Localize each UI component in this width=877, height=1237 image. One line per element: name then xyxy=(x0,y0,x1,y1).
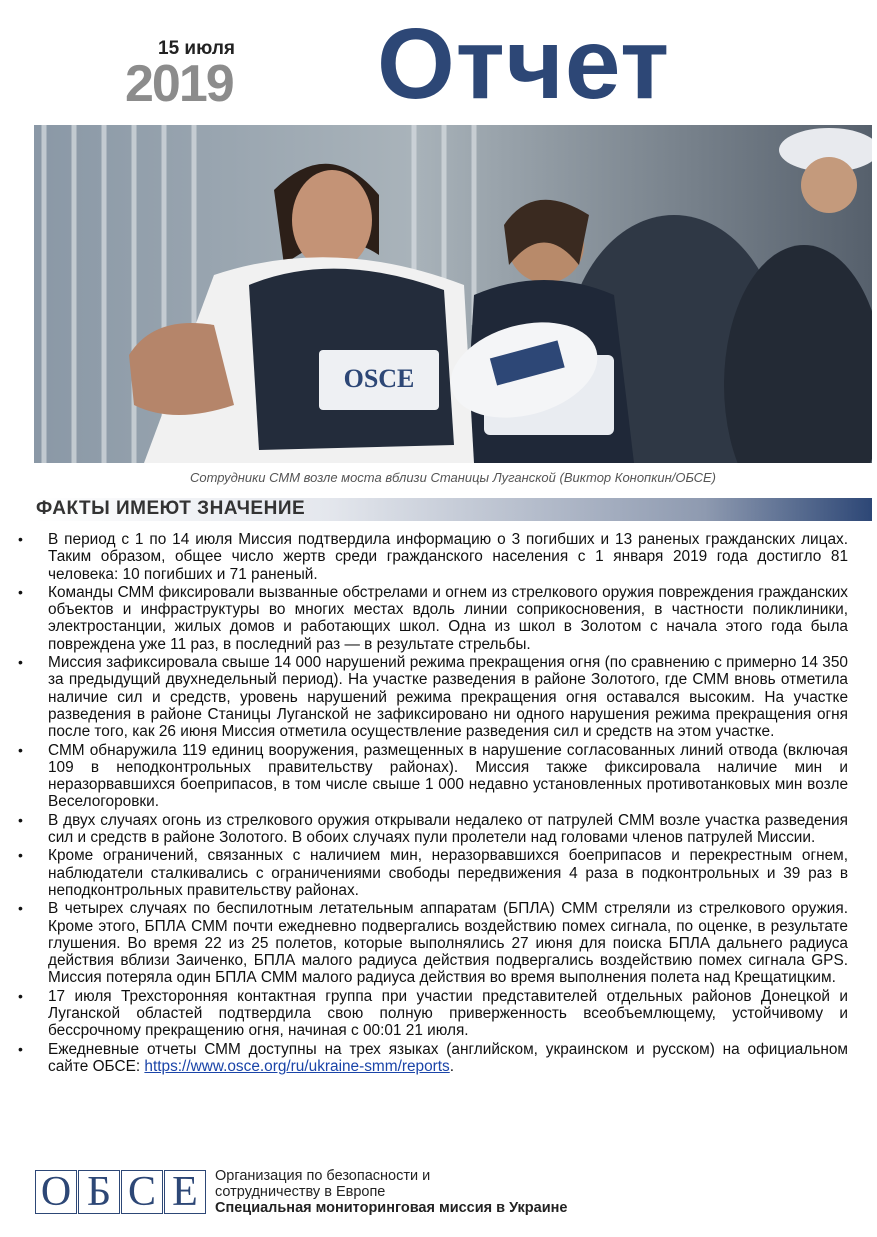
monitors-photo-illustration xyxy=(34,125,872,463)
footer-org-text xyxy=(215,1168,567,1216)
section-title: ФАКТЫ ИМЕЮТ ЗНАЧЕНИЕ xyxy=(36,498,306,519)
bullet-icon: • xyxy=(18,1040,23,1057)
osce-logo xyxy=(35,1170,207,1214)
bullet-icon: • xyxy=(18,900,23,917)
footer-gradient-bar xyxy=(575,1178,872,1214)
bullet-icon: • xyxy=(18,531,23,547)
fact-item: • Кроме ограничений, связанных с наличием мин, неразорвавшихся боеприпасов и перекрестным огнем, наблюдатели сталкивались с ограничениями свободы передвижения 4 раза в подконтрольных и 39 раз в неподконтрольных правительству районах. xyxy=(18,847,848,899)
reports-link[interactable]: https://www.osce.org/ru/ukraine-smm/reports xyxy=(144,1057,450,1075)
org-name-line1: Организация по безопасности и xyxy=(215,1168,431,1184)
mission-name: Специальная мониторинговая миссия в Украине xyxy=(215,1200,568,1216)
bullet-icon: • xyxy=(18,583,23,600)
bullet-icon: • xyxy=(18,654,23,671)
facts-list xyxy=(16,531,848,1076)
fact-item: • Команды СММ фиксировали вызванные обстрелами и огнем из стрелкового оружия повреждения гражданских объектов и инфраструктуры во многих местах вдоль линии соприкосновения, в частности поликлиники, электростанции, жилых домов и работающих школ. Одна из школ в Золотом с начала этого года была повреждена уже 11 раз, в последний раз — в результате стрельбы. xyxy=(18,583,848,653)
logo-letter: Е xyxy=(164,1170,206,1214)
fact-item: • В двух случаях огонь из стрелкового оружия открывали недалеко от патрулей СММ возле участка разведения сил и средств в районе Золотого. В обоих случаях пули пролетели над головами членов патрулей Миссии. xyxy=(18,811,848,847)
vest-osce-text: OSCE xyxy=(343,364,415,393)
bullet-icon: • xyxy=(18,847,23,864)
report-date-year: 2019 xyxy=(125,55,233,113)
bullet-icon: • xyxy=(18,811,23,828)
fact-item: • Ежедневные отчеты СММ доступны на трех языках (английском, украинском и русском) на официальном сайте ОБСЕ: https://www.osce.org/ru/ukraine-smm/reports. xyxy=(18,1040,848,1075)
report-date-day: 15 июля xyxy=(158,38,236,59)
org-name-line2: сотрудничеству в Европе xyxy=(215,1184,386,1200)
fact-item: • В четырех случаях по беспилотным летательным аппаратам (БПЛА) СММ стреляли из стрелкового оружия. Кроме этого, БПЛА СММ почти ежедневно подвергались воздействию помех сигнала, по оценке, в результате глушения. Во время 22 из 25 полетов, которые выполнялись 27 июня для поиска БПЛА дальнего радиуса действия вблизи Заиченко, БПЛА малого радиуса действия подвергались воздействию помех сигнала GPS. Миссия потеряла один БПЛА СММ малого радиуса действия во время выполнения полета над Крещатицким. xyxy=(18,900,848,987)
bullet-icon: • xyxy=(18,741,23,758)
bullet-icon: • xyxy=(18,987,23,1004)
page-title: Отчет xyxy=(377,8,671,120)
logo-letter: С xyxy=(121,1170,163,1214)
logo-letter: О xyxy=(35,1170,77,1214)
fact-item: • 17 июля Трехсторонняя контактная группа при участии представителей отдельных районов Донецкой и Луганской областей подтвердила свою полную приверженность всеобъемлющему, устойчивому и бессрочному прекращению огня, начиная с 00:01 21 июля. xyxy=(18,987,848,1040)
fact-item: • В период с 1 по 14 июля Миссия подтвердила информацию о 3 погибших и 13 раненых гражданских лицах. Таким образом, общее число жертв среди гражданского населения с 1 января 2019 года достигло 81 человека: 10 погибших и 71 раненый. xyxy=(18,531,848,583)
cover-photo xyxy=(34,125,872,463)
fact-item: • Миссия зафиксировала свыше 14 000 нарушений режима прекращения огня (по сравнению с примерно 14 350 за предыдущий двухнедельный период). На участке разведения в районе Золотого, где СММ вновь отметила наличие сил и средств, уровень нарушений режима прекращения огня оставался высоким. На участке разведения в районе Станицы Луганской не зафиксировано ни одного нарушения режима прекращения огня после того, как 26 июня Миссия отметила осуществление разведения сил и средств на этом участке. xyxy=(18,654,848,741)
photo-caption: Сотрудники СММ возле моста вблизи Станицы Луганской (Виктор Конопкин/ОБСЕ) xyxy=(189,470,717,485)
fact-item: • СММ обнаружила 119 единиц вооружения, размещенных в нарушение согласованных линий отвода (включая 109 в неподконтрольных правительству районах). Миссия также фиксировала наличие мин и неразорвавшихся боеприпасов, в том числе свыше 1 000 недавно установленных противотанковых мин возле Веселогоровки. xyxy=(18,741,848,811)
logo-letter: Б xyxy=(78,1170,120,1214)
